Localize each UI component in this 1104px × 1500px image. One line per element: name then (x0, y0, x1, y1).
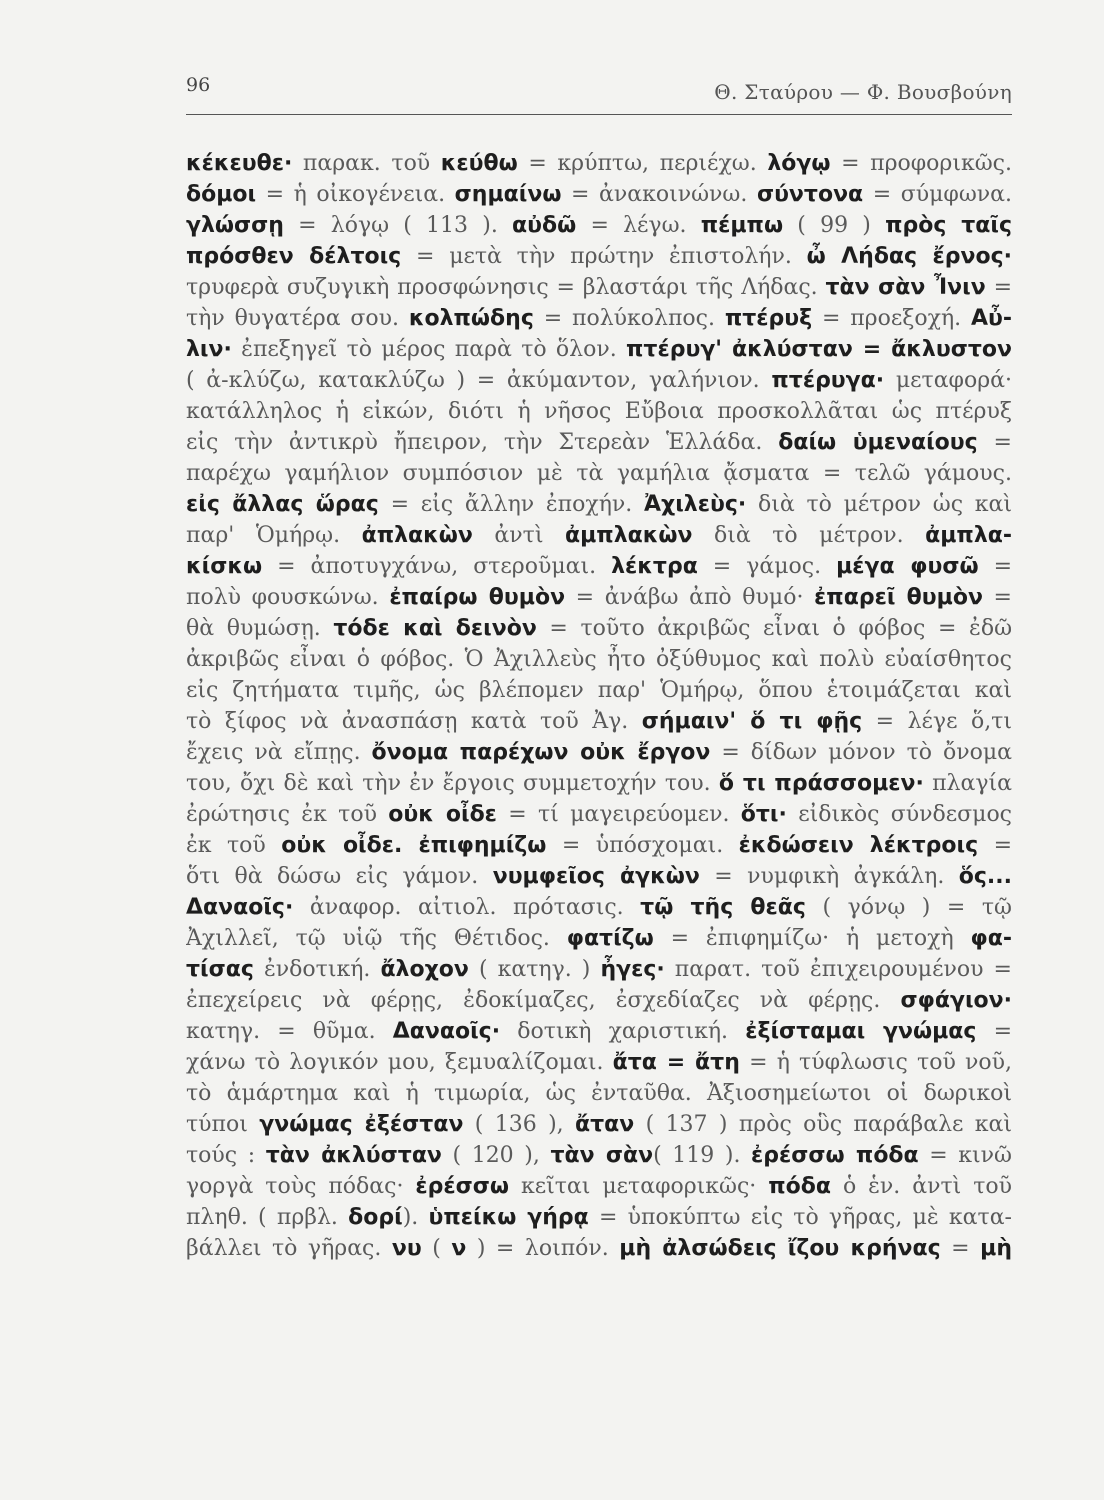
gloss-text: = εἰς ἄλλην ἐποχήν. (378, 492, 645, 517)
text-line (186, 1016, 1012, 1047)
header-rule (186, 114, 1012, 115)
lemma-term: λόγῳ (767, 151, 831, 176)
lemma-term: γνώμας ἐξέσταν (259, 1112, 464, 1137)
gloss-text: = λέγε ὅ,τι (862, 709, 1012, 734)
gloss-text: ( 137 ) πρὸς οὓς παράβαλε καὶ (634, 1112, 1012, 1137)
text-line (186, 1140, 1012, 1171)
gloss-text: = (977, 430, 1012, 455)
lemma-term: τὰν σὰν Ἶνιν (825, 275, 986, 300)
lemma-term: νυμφεῖος ἀγκὼν (492, 864, 700, 889)
gloss-text: ἐρώτησις ἐκ τοῦ (186, 802, 389, 827)
gloss-text: ἐκ τοῦ (186, 833, 282, 858)
lemma-term: ἀπλακὼν (361, 523, 473, 548)
lemma-term: πτέρυγ' ἀκλύσταν = ἄκλυστον (626, 337, 1012, 362)
gloss-text: ἀκριβῶς εἶναι ὁ φόβος. Ὁ Ἀχιλλεὺς ἦτο ὀξύθυμος καὶ πολὺ εὐαίσθητος (186, 647, 1012, 672)
gloss-text: τρυφερὰ συζυγικὴ προσφώνησις = βλαστάρι τῆς Λήδας. (186, 275, 826, 300)
text-line (186, 520, 1012, 551)
text-line (186, 954, 1012, 985)
lemma-term: ὅ τι πράσσομεν· (718, 771, 924, 796)
text-line (186, 272, 1012, 303)
lemma-term: ἄλοχον (380, 957, 469, 982)
gloss-text: ὅτι θὰ δώσω εἰς γάμον. (186, 864, 493, 889)
lemma-term: φα- (970, 926, 1012, 951)
gloss-text: ). (402, 1205, 429, 1230)
lemma-term: τὰν σὰν (550, 1143, 654, 1168)
lemma-term: Αὖ- (970, 306, 1012, 331)
gloss-text: κατάλληλος ἡ εἰκών, διότι ἡ νῆσος Εὔβοια προσκολλᾶται ὡς πτέρυξ (186, 399, 1012, 424)
lemma-term: σημαίνω (454, 182, 562, 207)
gloss-text: = λόγῳ ( 113 ). (283, 213, 513, 238)
lemma-term: πόδα (768, 1174, 831, 1199)
gloss-text: = ὑπόσχομαι. (546, 833, 739, 858)
lemma-term: κεύθω (440, 151, 518, 176)
gloss-text: τύποι (186, 1112, 260, 1137)
gloss-text: ( κατηγ. ) (468, 957, 601, 982)
lemma-term: ἄτα = ἄτη (612, 1050, 740, 1075)
text-line (186, 1171, 1012, 1202)
text-line (186, 551, 1012, 582)
gloss-text: εἰδικὸς σύνδεσμος (786, 802, 1012, 827)
lemma-term: νυ (391, 1236, 422, 1261)
text-line (186, 799, 1012, 830)
gloss-text: = ἀνάβω ἀπὸ θυμό· (565, 585, 815, 610)
gloss-text: πλαγία (923, 771, 1012, 796)
gloss-text: εἰς τὴν ἀντικρὺ ἤπειρον, τὴν Στερεὰν Ἑλλάδα. (186, 430, 779, 455)
gloss-text: ( 119 ). (653, 1143, 752, 1168)
gloss-text: τὸ ξίφος νὰ ἀνασπάσῃ κατὰ τοῦ Ἀγ. (186, 709, 642, 734)
gloss-text: = νυμφικὴ ἀγκάλη. (699, 864, 959, 889)
lemma-term: ὦ Λήδας ἔρνος· (806, 244, 1012, 269)
gloss-text: τὴν θυγατέρα σου. (186, 306, 409, 331)
page-header (186, 74, 1012, 112)
gloss-text: παρατ. τοῦ ἐπιχειρουμένου = (664, 957, 1012, 982)
lemma-term: πέμπω (700, 213, 784, 238)
gloss-text: τούς : (186, 1143, 266, 1168)
gloss-text: ὁ ἑν. ἀντὶ τοῦ (831, 1174, 1012, 1199)
text-line (186, 1233, 1012, 1264)
gloss-text: = ἀποτυγχάνω, στεροῦμαι. (262, 554, 612, 579)
gloss-text: = ἡ τύφλωσις τοῦ νοῦ, (739, 1050, 1012, 1075)
text-line (186, 1202, 1012, 1233)
lemma-term: οὐκ οἶδε. ἐπιφημίζω (281, 833, 547, 858)
lemma-term: ν (451, 1236, 467, 1261)
gloss-text: ( (421, 1236, 452, 1261)
lemma-term: ἐρέσσω (415, 1174, 510, 1199)
running-head: Θ. Σταύρου — Φ. Βουσβούνη (714, 80, 1012, 104)
gloss-text: ( γόνῳ ) = τῷ (805, 895, 1012, 920)
gloss-text: ἀντὶ (472, 523, 565, 548)
lemma-term: ἐρέσσω πόδα (751, 1143, 919, 1168)
lemma-term: τὰν ἀκλύσταν (265, 1143, 442, 1168)
text-line (186, 768, 1012, 799)
text-line (186, 303, 1012, 334)
lemma-term: εἰς ἄλλας ὥρας (186, 492, 379, 517)
lemma-term: μὴ ἀλσώδεις ἴζου κρήνας (619, 1236, 941, 1261)
gloss-text: = δίδων μόνον τὸ ὄνομα (710, 740, 1012, 765)
commentary-text (186, 148, 1012, 1264)
text-line (186, 737, 1012, 768)
lemma-term: ὑπείκω γήρᾳ (428, 1205, 589, 1230)
gloss-text: ( 120 ), (441, 1143, 551, 1168)
text-line (186, 644, 1012, 675)
gloss-text: = πολύκολπος. (533, 306, 725, 331)
gloss-text: ἔχεις νὰ εἴπῃς. (186, 740, 372, 765)
text-line (186, 861, 1012, 892)
lemma-term: λιν· (186, 337, 232, 362)
lemma-term: οὐκ οἶδε (388, 802, 497, 827)
gloss-text: = ἡ οἰκογένεια. (256, 182, 455, 207)
text-line (186, 892, 1012, 923)
gloss-text: = ἀνακοινώνω. (561, 182, 757, 207)
lemma-term: ἄταν (575, 1112, 635, 1137)
lemma-term: φατίζω (566, 926, 654, 951)
gloss-text: ( 99 ) (783, 213, 886, 238)
text-line (186, 241, 1012, 272)
lemma-term: γλώσσῃ (186, 213, 284, 238)
gloss-text: = ἐπιφημίζω· ἡ μετοχὴ (653, 926, 971, 951)
gloss-text: χάνω τὸ λογικόν μου, ξεμυαλίζομαι. (186, 1050, 613, 1075)
gloss-text: ( 136 ), (463, 1112, 575, 1137)
gloss-text: διὰ τὸ μέτρον. (692, 523, 926, 548)
lemma-term: δορί (348, 1205, 403, 1230)
lemma-term: πτέρυξ (724, 306, 813, 331)
gloss-text: παρέχω γαμήλιον συμπόσιον μὲ τὰ γαμήλια ᾄσματα = τελῶ γάμους. (186, 461, 1012, 486)
lemma-term: Ἀχιλεὺς· (644, 492, 747, 517)
gloss-text: = προφορικῶς. (830, 151, 1012, 176)
lemma-term: πρὸς ταῖς (885, 213, 1012, 238)
lemma-term: πτέρυγα· (771, 368, 885, 393)
lemma-term: δαίω ὑμεναίους (778, 430, 978, 455)
text-line (186, 675, 1012, 706)
lemma-term: σήμαιν' ὅ τι φῇς (641, 709, 863, 734)
text-line (186, 706, 1012, 737)
gloss-text: = λέγω. (576, 213, 701, 238)
gloss-text: = ὑποκύπτω εἰς τὸ γῆρας, μὲ κατα- (588, 1205, 1012, 1230)
lemma-term: σφάγιον· (900, 988, 1012, 1013)
gloss-text: = προεξοχή. (812, 306, 971, 331)
lemma-term: σύντονα (756, 182, 864, 207)
gloss-text: = (978, 554, 1012, 579)
lemma-term: μέγα φυσῶ (836, 554, 979, 579)
gloss-text: ἐπεξηγεῖ τὸ μέρος παρὰ τὸ ὅλον. (231, 337, 627, 362)
gloss-text: = (982, 585, 1012, 610)
text-line (186, 923, 1012, 954)
lemma-term: ὄνομα παρέχων οὐκ ἔργον (371, 740, 711, 765)
text-line (186, 830, 1012, 861)
lemma-term: πρόσθεν δέλτοις (186, 244, 402, 269)
lemma-term: Δαναοῖς· (392, 1019, 501, 1044)
gloss-text: πολὺ φουσκώνω. (186, 585, 390, 610)
text-line (186, 148, 1012, 179)
gloss-text: του, ὄχι δὲ καὶ τὴν ἐν ἔργοις συμμετοχήν του. (186, 771, 719, 796)
gloss-text: = (976, 1019, 1012, 1044)
lemma-term: μὴ (980, 1236, 1012, 1261)
lemma-term: ἐπαίρω θυμὸν (389, 585, 566, 610)
lemma-term: ἀμπλακὼν (564, 523, 693, 548)
gloss-text: ) = λοιπόν. (466, 1236, 620, 1261)
text-line (186, 396, 1012, 427)
gloss-text: ἐπεχείρεις νὰ φέρῃς, ἐδοκίμαζες, ἐσχεδίαζες νὰ φέρῃς. (186, 988, 901, 1013)
gloss-text: Ἀχιλλεῖ, τῷ υἱῷ τῆς Θέτιδος. (186, 926, 567, 951)
text-line (186, 1078, 1012, 1109)
lemma-term: ἐκδώσειν λέκτροις (738, 833, 979, 858)
lemma-term: ὅτι· (740, 802, 787, 827)
lemma-term: ἐπαρεῖ θυμὸν (814, 585, 983, 610)
lemma-term: ὅς... (958, 864, 1012, 889)
gloss-text: ( ἀ-κλύζω, κατακλύζω ) = ἀκύμαντον, γαλήνιον. (186, 368, 772, 393)
gloss-text: = σύμφωνα. (863, 182, 1012, 207)
gloss-text: δοτικὴ χαριστική. (500, 1019, 746, 1044)
page-number: 96 (186, 74, 211, 96)
text-line (186, 582, 1012, 613)
text-line (186, 985, 1012, 1016)
lemma-term: κολπώδης (408, 306, 534, 331)
lemma-term: τόδε καὶ δεινὸν (333, 616, 537, 641)
gloss-text: = τοῦτο ἀκριβῶς εἶναι ὁ φόβος = ἐδῶ (536, 616, 1012, 641)
gloss-text: = μετὰ τὴν πρώτην ἐπιστολήν. (401, 244, 807, 269)
gloss-text: = (985, 275, 1012, 300)
lemma-term: τῷ τῆς θεᾶς (640, 895, 806, 920)
gloss-text: εἰς ζητήματα τιμῆς, ὡς βλέπομεν παρ' Ὁμήρῳ, ὅπου ἑτοιμάζεται καὶ (186, 678, 1012, 703)
lemma-term: ἐξίσταμαι γνώμας (745, 1019, 977, 1044)
gloss-text: μεταφορά· (884, 368, 1012, 393)
text-line (186, 1047, 1012, 1078)
gloss-text: διὰ τὸ μέτρον ὡς καὶ (746, 492, 1012, 517)
text-line (186, 1109, 1012, 1140)
text-line (186, 489, 1012, 520)
lemma-term: τίσας (186, 957, 254, 982)
gloss-text: = τί μαγειρεύομεν. (496, 802, 741, 827)
gloss-text: κεῖται μεταφορικῶς· (509, 1174, 769, 1199)
text-line (186, 334, 1012, 365)
text-line (186, 458, 1012, 489)
lemma-term: λέκτρα (611, 554, 698, 579)
lemma-term: Δαναοῖς· (186, 895, 294, 920)
lemma-term: αὐδῶ (512, 213, 577, 238)
gloss-text: κατηγ. = θῦμα. (186, 1019, 393, 1044)
text-line (186, 613, 1012, 644)
text-line (186, 427, 1012, 458)
lemma-term: κέκευθε· (186, 151, 293, 176)
lemma-term: δόμοι (186, 182, 257, 207)
gloss-text: = κρύπτω, περιέχω. (517, 151, 768, 176)
gloss-text: ἀναφορ. αἰτιολ. πρότασις. (293, 895, 641, 920)
gloss-text: βάλλει τὸ γῆρας. (186, 1236, 392, 1261)
gloss-text: γοργὰ τοὺς πόδας· (186, 1174, 416, 1199)
gloss-text: τὸ ἁμάρτημα καὶ ἡ τιμωρία, ὡς ἐνταῦθα. Ἀξιοσημείωτοι οἱ δωρικοὶ (186, 1081, 1012, 1106)
lemma-term: ἦγες· (600, 957, 665, 982)
gloss-text: = κινῶ (918, 1143, 1012, 1168)
gloss-text: ἐνδοτική. (253, 957, 381, 982)
text-line (186, 365, 1012, 396)
gloss-text: πληθ. ( πρβλ. (186, 1205, 349, 1230)
lemma-term: ἀμπλα- (925, 523, 1012, 548)
text-line (186, 210, 1012, 241)
gloss-text: = (978, 833, 1012, 858)
gloss-text: παρακ. τοῦ (292, 151, 441, 176)
lemma-term: κίσκω (186, 554, 263, 579)
text-line (186, 179, 1012, 210)
gloss-text: = γάμος. (697, 554, 837, 579)
gloss-text: θὰ θυμώσῃ. (186, 616, 334, 641)
gloss-text: = (940, 1236, 981, 1261)
gloss-text: παρ' Ὁμήρῳ. (186, 523, 362, 548)
